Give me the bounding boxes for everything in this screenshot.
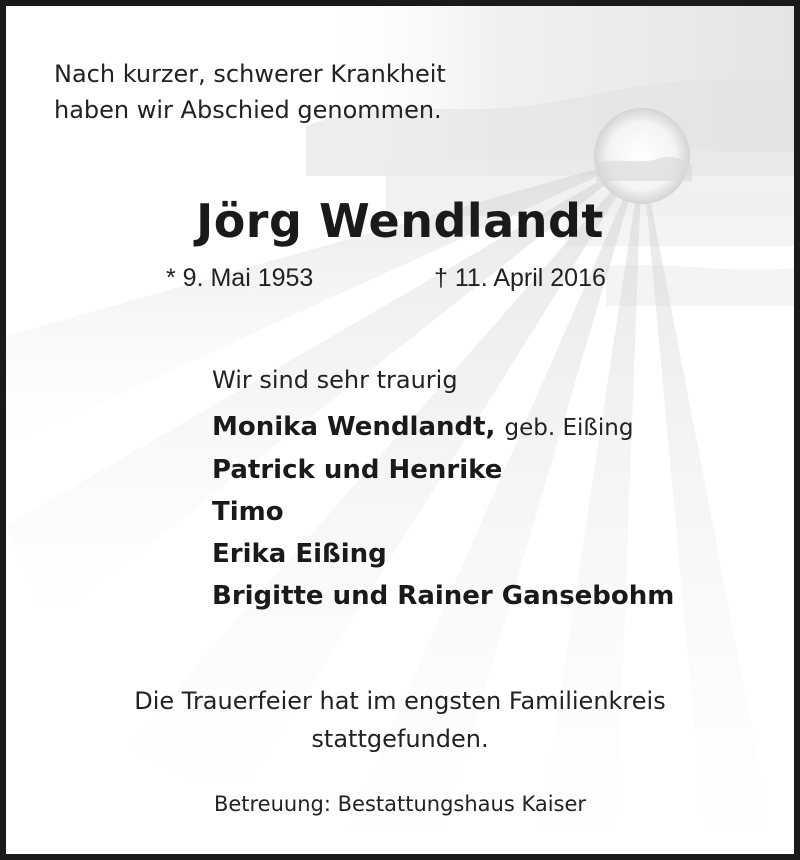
mourner-name: Erika Eißing xyxy=(212,539,387,569)
mourner-item xyxy=(212,575,674,617)
intro-text xyxy=(54,56,446,128)
birth-date: * 9. Mai 1953 xyxy=(166,264,314,292)
mourner-item xyxy=(212,449,674,491)
intro-line-1: Nach kurzer, schwerer Krankheit xyxy=(54,60,446,88)
funeral-home-credit: Betreuung: Bestattungshaus Kaiser xyxy=(213,792,587,816)
mourner-name: Timo xyxy=(212,497,284,527)
mourners-list xyxy=(212,406,674,617)
deceased-name: Jörg Wendlandt xyxy=(196,194,604,248)
mourner-name: Monika Wendlandt, xyxy=(212,412,496,442)
mourner-name: Brigitte und Rainer Gansebohm xyxy=(212,581,675,611)
mourner-maiden-name: geb. Eißing xyxy=(504,415,634,441)
intro-line-2: haben wir Abschied genommen. xyxy=(54,96,442,124)
mourner-item xyxy=(212,533,674,575)
mourner-item xyxy=(212,406,674,449)
mourner-name: Patrick und Henrike xyxy=(212,455,503,485)
ceremony-line-1: Die Trauerfeier hat im engsten Familienkreis xyxy=(134,687,666,715)
ceremony-notice xyxy=(6,682,794,758)
death-date: † 11. April 2016 xyxy=(434,264,606,292)
mourner-item xyxy=(212,491,674,533)
sun-icon xyxy=(594,108,690,204)
ceremony-line-2: stattgefunden. xyxy=(311,725,489,753)
mourners-intro: Wir sind sehr traurig xyxy=(212,366,458,394)
